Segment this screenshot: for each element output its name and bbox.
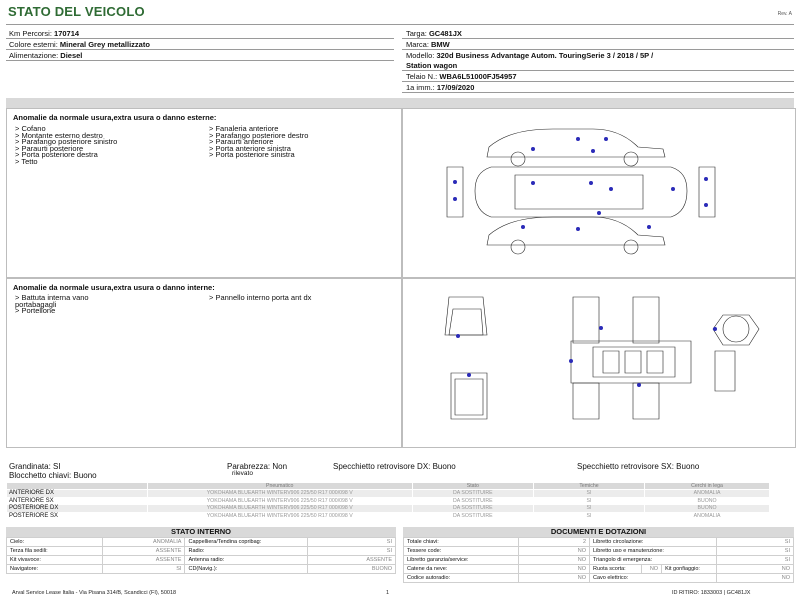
internal-damage-title: Anomalie da normale usura,extra usura o danno interne: (13, 283, 215, 292)
immatricolazione-row: 1a imm.: 17/09/2020 (406, 83, 475, 92)
table-row: Codice autoradio: NO Cavo elettrico: NO (404, 574, 794, 583)
table-row: Kit vivavoce: ASSENTE Antenna radio: ASSENTE (7, 556, 396, 565)
list-item: > Paraurti anteriore (209, 137, 274, 147)
revision-label: Rev. A (777, 11, 792, 17)
telaio-row: Telaio N.: WBA6L51000FJ54957 (406, 72, 517, 81)
tyres-table (6, 482, 770, 520)
header-divider (6, 24, 794, 25)
list-item: portabagagli (15, 299, 57, 309)
table-row: Tessere code: NO Libretto uso e manutenzione: SI (404, 547, 794, 556)
parabrezza-label: Parabrezza: Non (227, 462, 288, 471)
table-row: ANTERIORE SX YOKOHAMA BLUEARTH WINTERV906 225/50 R17 000/098 V DA SOSTITUIRE SI BUONO (7, 497, 770, 505)
fuel-row: Alimentazione: Diesel (9, 51, 83, 60)
parabrezza-status: rilevato (232, 470, 253, 477)
page-title: STATO DEL VEICOLO (8, 4, 145, 19)
col-header-tyre: Pneumatico (147, 483, 412, 490)
table-row: Catene da neve: NO Ruota scorta: NO Kit gonfiaggio: NO (404, 565, 794, 574)
internal-damage-list-2 (209, 295, 311, 302)
external-damage-panel (6, 108, 402, 278)
car-interior-diagram (403, 279, 795, 447)
table-row: Libretto garanzia/service: NO Triangolo di emergenza: SI (404, 556, 794, 565)
table-row: Cielo: ANOMALIA Cappelliera/Tendina copribag: SI (7, 538, 396, 547)
mirror-dx-label: Specchietto retrovisore DX: Buono (333, 462, 456, 471)
list-item: > Battuta interna vano (15, 293, 89, 302)
external-damage-title: Anomalie da normale usura,extra usura o danno esterne: (13, 113, 217, 122)
table-header-row (7, 483, 770, 490)
modello-row-2: Station wagon (406, 61, 458, 70)
table-row: POSTERIORE SX YOKOHAMA BLUEARTH WINTERV906 225/50 R17 000/098 V DA SOSTITUIRE SI ANOMALIA (7, 512, 770, 520)
table-row: Terza fila sedili: ASSENTE Radio: SI (7, 547, 396, 556)
list-item: > Parafango posteriore destro (209, 130, 309, 140)
key-block-label: Blocchetto chiavi: Buono (9, 471, 97, 480)
internal-damage-list-1 (15, 295, 89, 315)
footer-page-number: 1 (386, 590, 390, 596)
interior-state-table (6, 537, 396, 574)
external-damage-list-1 (15, 126, 117, 166)
external-car-diagram-panel (402, 108, 796, 278)
list-item: > Pannello interno porta ant dx (209, 293, 312, 302)
footer-company: Arval Service Lease Italia - Via Pisana 314/B, Scandicci (FI), 50018 (12, 590, 177, 596)
color-row: Colore esterni: Mineral Grey metallizzato (9, 40, 150, 49)
col-header-position (7, 483, 148, 490)
modello-row: Modello: 320d Business Advantage Autom. TouringSerie 3 / 2018 / 5P / (406, 51, 654, 60)
col-header-termiche: Temiche (533, 483, 644, 490)
marca-row: Marca: BMW (406, 40, 450, 49)
list-item: > Porta posteriore sinistra (209, 150, 295, 160)
interior-state-title: STATO INTERNO (6, 527, 396, 537)
list-item: > Fanaleria anteriore (209, 124, 279, 133)
internal-damage-panel (6, 278, 402, 448)
grandinata-label: Grandinata: SI (9, 462, 61, 471)
list-item: > Cofano (15, 124, 46, 133)
list-item: > Porta posteriore destra (15, 150, 98, 160)
internal-car-diagram-panel (402, 278, 796, 448)
km-row: Km Percorsi: 170714 (9, 29, 80, 38)
footer-ritiro-id: ID RITIRO: 1833003 | GC481JX (672, 590, 751, 596)
table-row: POSTERIORE DX YOKOHAMA BLUEARTH WINTERV906 225/50 R17 000/098 V DA SOSTITUIRE SI BUONO (7, 505, 770, 513)
col-header-rims: Cerchi in lega (645, 483, 770, 490)
list-item: > Portellone (15, 306, 56, 316)
list-item: > Porta anteriore sinistra (209, 143, 291, 153)
list-item: > Tetto (15, 156, 38, 166)
documents-table (403, 537, 794, 583)
mirror-sx-label: Specchietto retrovisore SX: Buono (577, 462, 700, 471)
car-exterior-diagram (403, 109, 795, 277)
col-header-status: Stato (412, 483, 533, 490)
external-damage-list-2 (209, 126, 308, 159)
list-item: > Paraurti posteriore (15, 143, 84, 153)
table-row: ANTERIORE DX YOKOHAMA BLUEARTH WINTERV906 225/50 R17 000/098 V DA SOSTITUIRE SI ANOMALIA (7, 490, 770, 498)
list-item: > Parafango posteriore sinistro (15, 137, 118, 147)
documents-title: DOCUMENTI E DOTAZIONI (403, 527, 794, 537)
table-row: Navigatore: SI CD(Navig.): BUONO (7, 565, 396, 574)
targa-row: Targa: GC481JX (406, 29, 462, 38)
list-item: > Montante esterno destro (15, 130, 103, 140)
external-section-bar (6, 98, 794, 108)
table-row: Totale chiavi: 2 Libretto circolazione: SI (404, 538, 794, 547)
